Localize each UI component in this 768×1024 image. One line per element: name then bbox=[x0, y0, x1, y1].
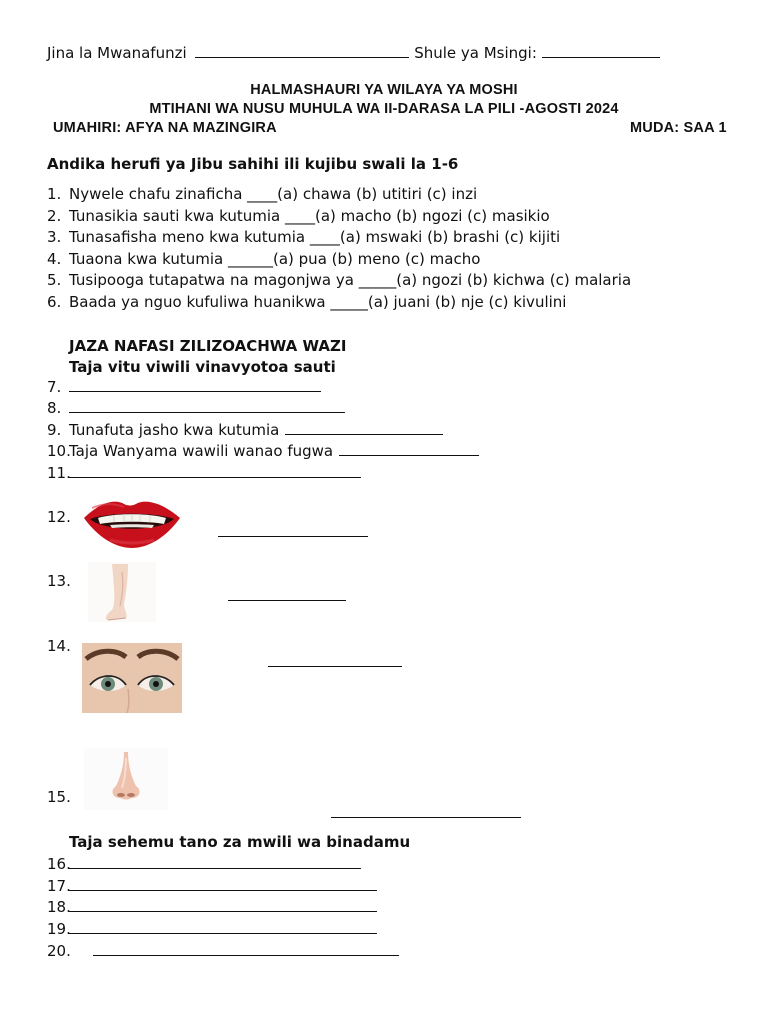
question-11 bbox=[47, 464, 361, 482]
student-name-label: Jina la Mwanafunzi bbox=[47, 44, 187, 62]
nose-icon bbox=[84, 748, 168, 810]
answer-line[interactable] bbox=[69, 867, 361, 869]
question-list bbox=[47, 185, 631, 315]
question-16 bbox=[47, 855, 361, 873]
question-number: 11. bbox=[47, 464, 71, 482]
question-number: 8. bbox=[47, 399, 62, 417]
section-c-instruction: Taja sehemu tano za mwili wa binadamu bbox=[69, 833, 411, 851]
question-20 bbox=[47, 942, 399, 960]
question-number: 19. bbox=[47, 920, 71, 938]
question-15-number: 15. bbox=[47, 788, 71, 806]
question-number: 2. bbox=[47, 206, 62, 225]
answer-line[interactable] bbox=[268, 665, 402, 667]
question-number: 9. bbox=[47, 421, 62, 439]
section-b-title: JAZA NAFASI ZILIZOACHWA WAZI bbox=[69, 337, 347, 355]
question-4 bbox=[47, 250, 631, 272]
question-10 bbox=[47, 442, 479, 460]
question-18 bbox=[47, 898, 377, 916]
council-title: HALMASHAURI YA WILAYA YA MOSHI bbox=[250, 82, 518, 98]
section-a-instruction: Andika herufi ya Jibu sahihi ili kujibu swali la 1-6 bbox=[47, 155, 459, 173]
question-number: 18. bbox=[47, 898, 71, 916]
subject-label: UMAHIRI: AFYA NA MAZINGIRA bbox=[53, 120, 277, 136]
question-8 bbox=[47, 399, 345, 417]
duration-label: MUDA: SAA 1 bbox=[630, 120, 727, 136]
question-number: 3. bbox=[47, 228, 62, 247]
answer-line[interactable] bbox=[69, 910, 377, 912]
question-12-answer[interactable] bbox=[218, 522, 368, 541]
question-5 bbox=[47, 271, 631, 293]
question-number: 7. bbox=[47, 378, 62, 396]
answer-line[interactable] bbox=[339, 454, 479, 456]
question-14-number: 14. bbox=[47, 637, 71, 655]
answer-line[interactable] bbox=[69, 411, 345, 413]
school-label: Shule ya Msingi: bbox=[414, 44, 537, 62]
question-3 bbox=[47, 228, 631, 250]
question-text: Tunafuta jasho kwa kutumia bbox=[69, 421, 280, 439]
exam-title: MTIHANI WA NUSU MUHULA WA II-DARASA LA PILI -AGOSTI 2024 bbox=[149, 101, 619, 117]
question-text: Tunasikia sauti kwa kutumia ____(a) macho (b) ngozi (c) masikio bbox=[69, 206, 550, 225]
question-13-number: 13. bbox=[47, 572, 71, 590]
question-text: Tusipooga tutapatwa na magonjwa ya _____(a) ngozi (b) kichwa (c) malaria bbox=[69, 271, 632, 290]
question-1 bbox=[47, 185, 631, 207]
question-12-number: 12. bbox=[47, 508, 71, 526]
question-9 bbox=[47, 421, 443, 439]
answer-line[interactable] bbox=[285, 433, 443, 435]
answer-line[interactable] bbox=[228, 599, 346, 601]
answer-line[interactable] bbox=[69, 932, 377, 934]
question-number: 17. bbox=[47, 877, 71, 895]
lips-icon bbox=[80, 494, 184, 550]
eyes-icon bbox=[82, 643, 182, 719]
section-b-sub-instruction: Taja vitu viwili vinavyotoa sauti bbox=[69, 358, 336, 376]
question-number: 6. bbox=[47, 292, 62, 311]
question-number: 20. bbox=[47, 942, 71, 960]
answer-line[interactable] bbox=[331, 816, 521, 818]
question-7 bbox=[47, 378, 321, 396]
leg-icon bbox=[88, 562, 156, 622]
school-field[interactable] bbox=[542, 56, 660, 58]
question-number: 10. bbox=[47, 442, 71, 460]
question-number: 16. bbox=[47, 855, 71, 873]
answer-line[interactable] bbox=[93, 954, 399, 956]
question-14-answer[interactable] bbox=[268, 652, 402, 671]
answer-line[interactable] bbox=[218, 535, 368, 537]
question-text: Taja Wanyama wawili wanao fugwa bbox=[69, 442, 334, 460]
question-text: Tuaona kwa kutumia ______(a) pua (b) meno (c) macho bbox=[69, 249, 481, 268]
question-text: Tunasafisha meno kwa kutumia ____(a) mswaki (b) brashi (c) kijiti bbox=[69, 228, 561, 247]
question-6 bbox=[47, 293, 631, 315]
question-2 bbox=[47, 207, 631, 229]
question-text: Nywele chafu zinaficha ____(a) chawa (b) utitiri (c) inzi bbox=[69, 185, 478, 203]
student-name-field[interactable] bbox=[195, 56, 409, 58]
question-19 bbox=[47, 920, 377, 938]
answer-line[interactable] bbox=[69, 476, 361, 478]
question-number: 5. bbox=[47, 271, 62, 290]
question-17 bbox=[47, 877, 377, 895]
student-name-row bbox=[47, 44, 660, 62]
question-number: 4. bbox=[47, 249, 62, 268]
answer-line[interactable] bbox=[69, 390, 321, 392]
question-number: 1. bbox=[47, 185, 62, 203]
question-text: Baada ya nguo kufuliwa huanikwa _____(a) juani (b) nje (c) kivulini bbox=[69, 292, 567, 311]
answer-line[interactable] bbox=[69, 889, 377, 891]
question-15-answer[interactable] bbox=[331, 803, 521, 822]
question-13-answer[interactable] bbox=[228, 586, 346, 605]
